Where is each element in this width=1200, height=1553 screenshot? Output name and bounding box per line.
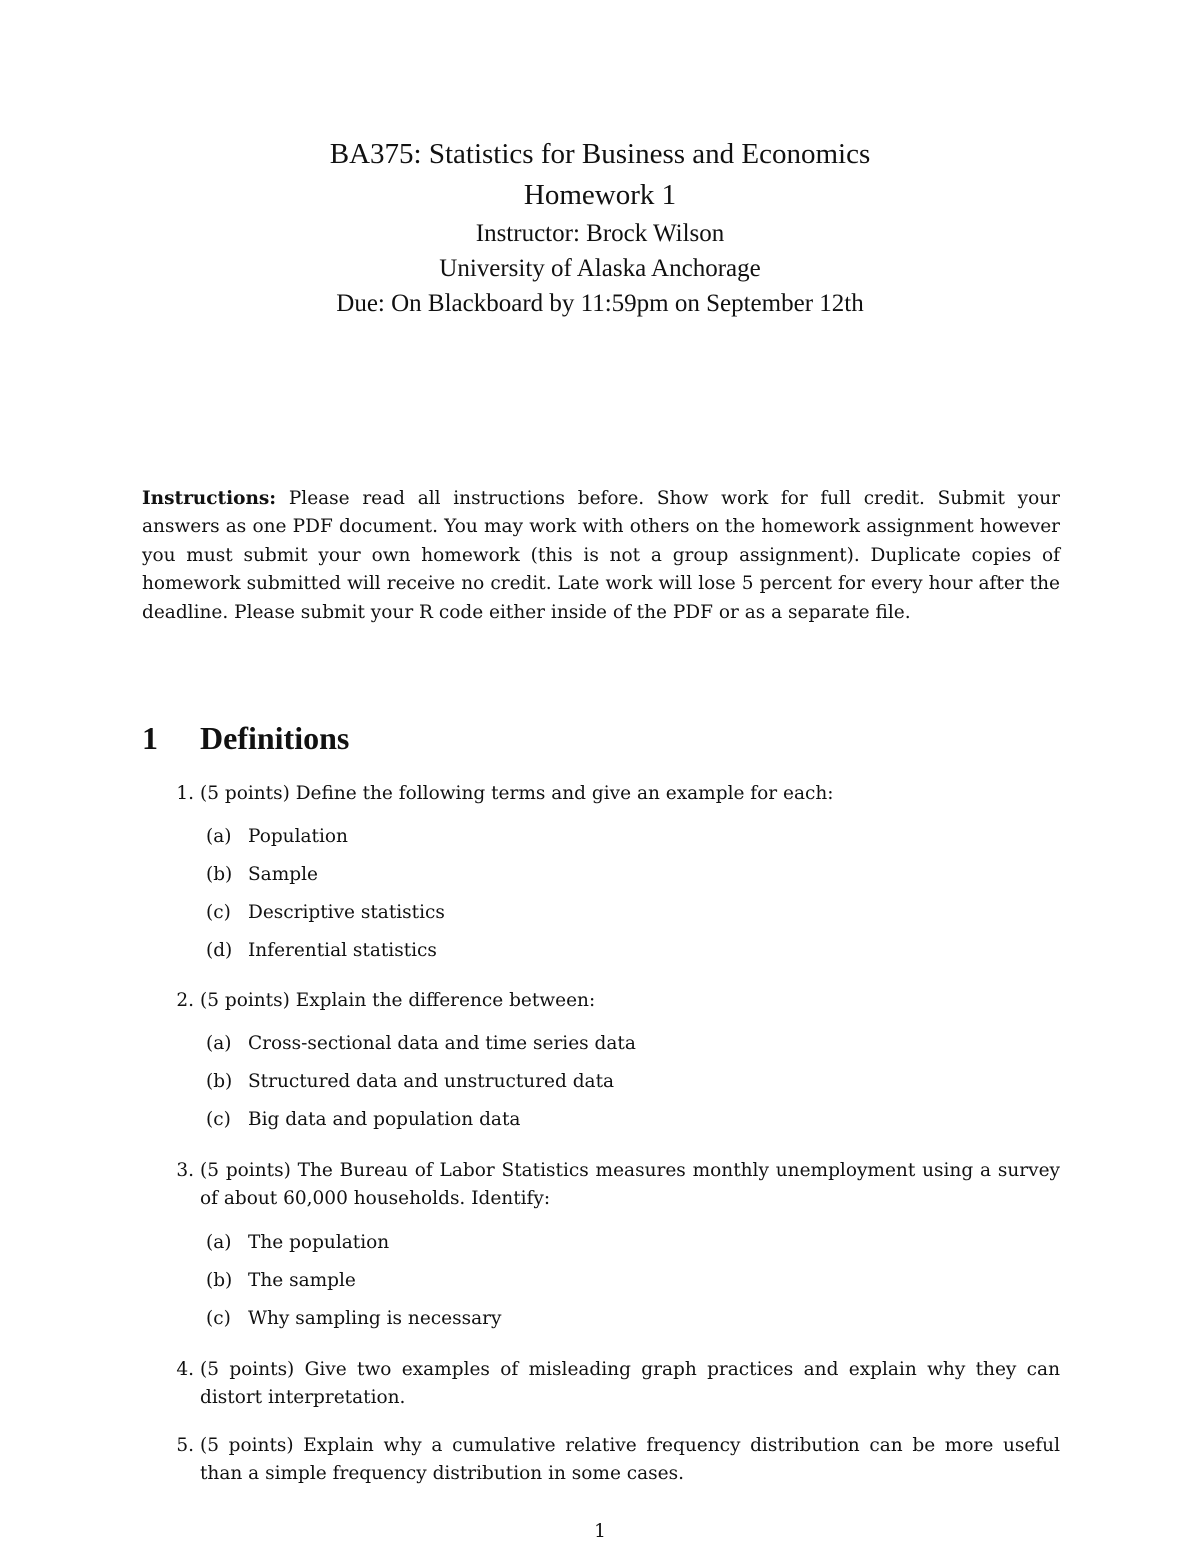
item-label: (a) (206, 1033, 232, 1055)
question-3-subitems (200, 1224, 1060, 1338)
item-label: (c) (206, 902, 231, 924)
question-text: (5 points) Explain why a cumulative relative frequency distribution can be more useful than a simple frequency distribution in some cases. (200, 1435, 1060, 1485)
question-3 (166, 1157, 1060, 1338)
section-number: 1 (142, 720, 158, 756)
list-item (200, 932, 1060, 970)
question-2 (166, 987, 1060, 1139)
item-label: (c) (206, 1307, 231, 1329)
item-text: The sample (248, 1269, 356, 1291)
section-title: Definitions (200, 720, 350, 756)
question-text: (5 points) Explain the difference between: (200, 990, 596, 1011)
item-text: Descriptive statistics (248, 902, 445, 924)
question-text: (5 points) The Bureau of Labor Statistics measures monthly unemployment using a survey of about 60,000 households. Identify: (200, 1160, 1060, 1210)
item-text: Structured data and unstructured data (248, 1071, 615, 1093)
question-number: 3. (176, 1160, 194, 1181)
list-item (200, 1025, 1060, 1063)
item-label: (a) (206, 826, 232, 848)
item-text: Inferential statistics (248, 940, 437, 962)
item-label: (a) (206, 1231, 232, 1253)
item-label: (b) (206, 864, 233, 886)
item-label: (d) (206, 940, 233, 962)
list-item (200, 1063, 1060, 1101)
question-5 (166, 1432, 1060, 1489)
question-number: 4. (176, 1359, 194, 1380)
university-name: University of Alaska Anchorage (439, 255, 761, 282)
instructor-name: Instructor: Brock Wilson (475, 220, 725, 247)
course-title: BA375: Statistics for Business and Economics (329, 138, 871, 170)
list-item (200, 1224, 1060, 1262)
instructions-paragraph (142, 485, 1060, 627)
question-1-subitems (200, 818, 1060, 970)
title-block (0, 134, 1200, 321)
item-label: (c) (206, 1109, 231, 1131)
instructions-text: Please read all instructions before. Show work for full credit. Submit your answers as one PDF document. You may work with others on the homework assignment however you must submit your own homework (this is not a group assignment). Duplicate copies of homework submitted will receive no credit. Late work will lose 5 percent for every hour after the deadline. Please submit your R code either inside of the PDF or as a separate file. (142, 488, 1060, 623)
item-text: The population (248, 1231, 390, 1253)
question-4 (166, 1356, 1060, 1413)
item-text: Sample (248, 864, 318, 886)
question-text: (5 points) Define the following terms and give an example for each: (200, 783, 834, 804)
list-item (200, 1262, 1060, 1300)
page-number: 1 (594, 1521, 606, 1542)
question-number: 2. (176, 990, 194, 1011)
item-text: Big data and population data (248, 1109, 521, 1131)
item-label: (b) (206, 1269, 233, 1291)
item-text: Population (248, 826, 348, 848)
item-text: Cross-sectional data and time series data (248, 1033, 636, 1055)
list-item (200, 1300, 1060, 1338)
list-item (200, 856, 1060, 894)
list-item (200, 1101, 1060, 1139)
list-item (200, 894, 1060, 932)
question-text: (5 points) Give two examples of misleading graph practices and explain why they can distort interpretation. (200, 1359, 1060, 1409)
question-1 (166, 780, 1060, 970)
question-2-subitems (200, 1025, 1060, 1139)
question-number: 5. (176, 1435, 194, 1456)
instructions-label: Instructions: (142, 488, 277, 509)
item-text: Why sampling is necessary (248, 1307, 502, 1329)
item-label: (b) (206, 1071, 233, 1093)
section-heading (142, 716, 349, 760)
question-number: 1. (176, 783, 194, 804)
due-date: Due: On Blackboard by 11:59pm on September 12th (336, 290, 864, 317)
list-item (200, 818, 1060, 856)
assignment-title: Homework 1 (523, 179, 677, 211)
